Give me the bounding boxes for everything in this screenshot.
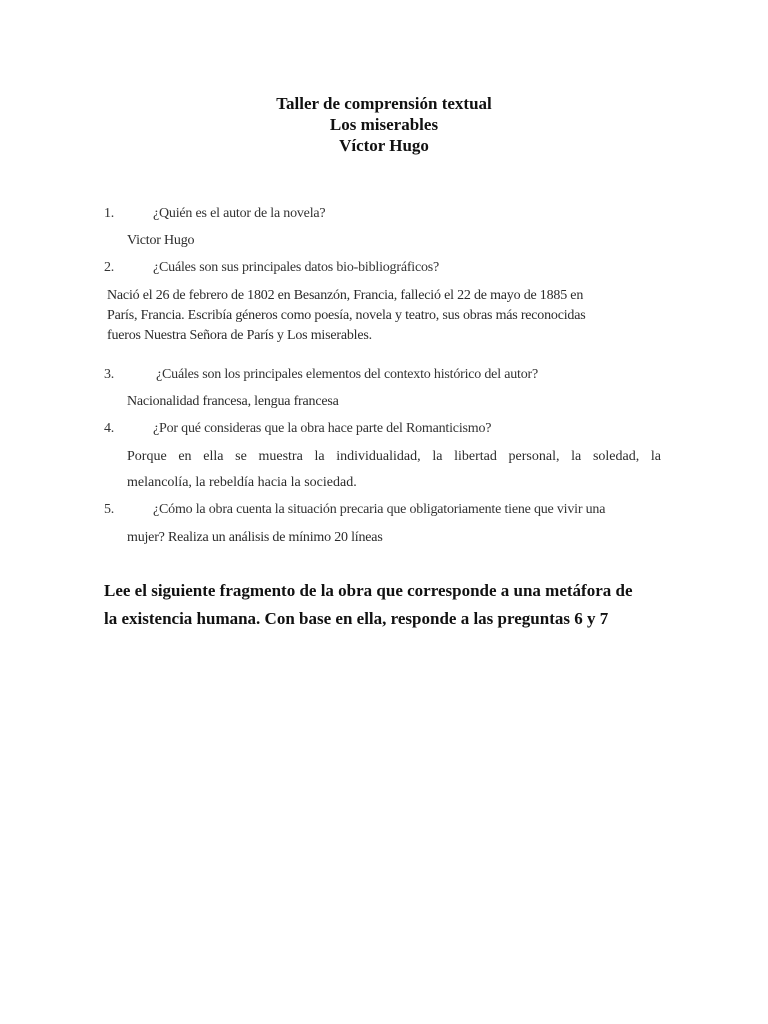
question-text: ¿Por qué consideras que la obra hace parte del Romanticismo? [153, 421, 492, 436]
answer-3: Nacionalidad francesa, lengua francesa [127, 394, 339, 409]
question-5-continuation: mujer? Realiza un análisis de mínimo 20 líneas [127, 530, 383, 545]
question-number: 1. [104, 206, 115, 221]
question-number: 4. [104, 421, 115, 436]
question-number: 2. [104, 260, 115, 275]
answer-4-line-2: melancolía, la rebeldía hacia la sociedad. [127, 475, 357, 490]
question-text: ¿Quién es el autor de la novela? [153, 206, 326, 221]
question-text: ¿Cuáles son los principales elementos del contexto histórico del autor? [156, 367, 538, 382]
instruction-line-1: Lee el siguiente fragmento de la obra que corresponde a una metáfora de [104, 581, 633, 600]
work-title: Los miserables [329, 115, 439, 134]
answer-1: Victor Hugo [127, 233, 195, 248]
question-number: 5. [104, 502, 115, 517]
instruction-line-2: la existencia humana. Con base en ella, responde a las preguntas 6 y 7 [104, 609, 609, 628]
question-number: 3. [104, 367, 115, 382]
answer-2-line-2: París, Francia. Escribía géneros como poesía, novela y teatro, sus obras más reconocidas [107, 308, 586, 323]
document-title: Taller de comprensión textual [276, 94, 492, 113]
answer-2-line-3: fueros Nuestra Señora de París y Los miserables. [107, 328, 372, 343]
question-text: ¿Cuáles son sus principales datos bio-bibliográficos? [153, 260, 440, 275]
author-name: Víctor Hugo [339, 136, 429, 155]
question-text: ¿Cómo la obra cuenta la situación precaria que obligatoriamente tiene que vivir una [153, 502, 606, 517]
answer-4-line-1: Porque en ella se muestra la individualidad, la libertad personal, la soledad, la [127, 449, 661, 464]
answer-2-line-1: Nació el 26 de febrero de 1802 en Besanzón, Francia, falleció el 22 de mayo de 1885 en [107, 288, 584, 303]
